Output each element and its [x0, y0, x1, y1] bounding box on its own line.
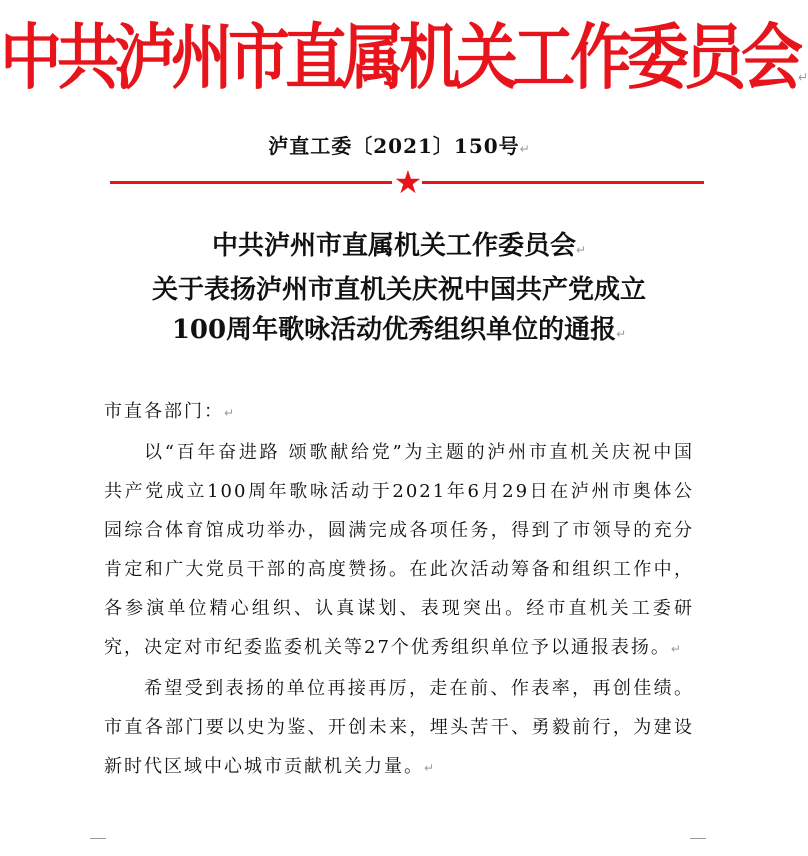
return-mark-icon: ↵: [575, 243, 587, 257]
title-line-2: 关于表扬泸州市直机关庆祝中国共产党成立: [151, 275, 646, 305]
return-mark-icon: ↵: [798, 69, 808, 86]
red-rule-right: [422, 181, 704, 184]
page-margin-corner-right: [690, 838, 706, 853]
return-mark-icon: ↵: [519, 142, 530, 156]
return-mark-icon: ↵: [224, 406, 235, 420]
page-margin-corner-left: [90, 838, 106, 853]
document-title: [0, 226, 798, 354]
title-line-3: 100周年歌咏活动优秀组织单位的通报↵: [171, 315, 627, 345]
red-star-icon: ★: [393, 163, 423, 201]
document-number: [0, 130, 798, 159]
red-header-title: [0, 6, 808, 129]
paragraph-2: 希望受到表扬的单位再接再厉，走在前、作表率，再创佳绩。市直各部门要以史为鉴、开创未来，埋头苦干、勇毅前行，为建设新时代区域中心城市贡献机关力量。↵: [104, 678, 694, 777]
red-rule-left: [110, 181, 392, 184]
document-body: [104, 392, 694, 788]
return-mark-icon: ↵: [670, 642, 681, 656]
return-mark-icon: ↵: [424, 761, 435, 775]
title-line-1: 中共泸州市直属机关工作委员会↵: [211, 231, 587, 261]
paragraph-1: 以“百年奋进路 颂歌献给党”为主题的泸州市直机关庆祝中国共产党成立100周年歌咏活动于2021年6月29日在泸州市奥体公园综合体育馆成功举办，圆满完成各项任务，得到了市领导的充分肯定和广大党员干部的高度赞扬。在此次活动筹备和组织工作中，各参演单位精心组织、认真谋划、表现突出。经市直机关工委研究，决定对市纪委监委机关等27个优秀组织单位予以通报表扬。↵: [104, 442, 694, 658]
salutation: 市直各部门：↵: [104, 401, 235, 422]
org-title-text: 中共泸州市直属机关工作委员会: [0, 15, 799, 100]
document-number-text: 泸直工委〔2021〕150号: [268, 134, 520, 158]
return-mark-icon: ↵: [616, 327, 627, 341]
